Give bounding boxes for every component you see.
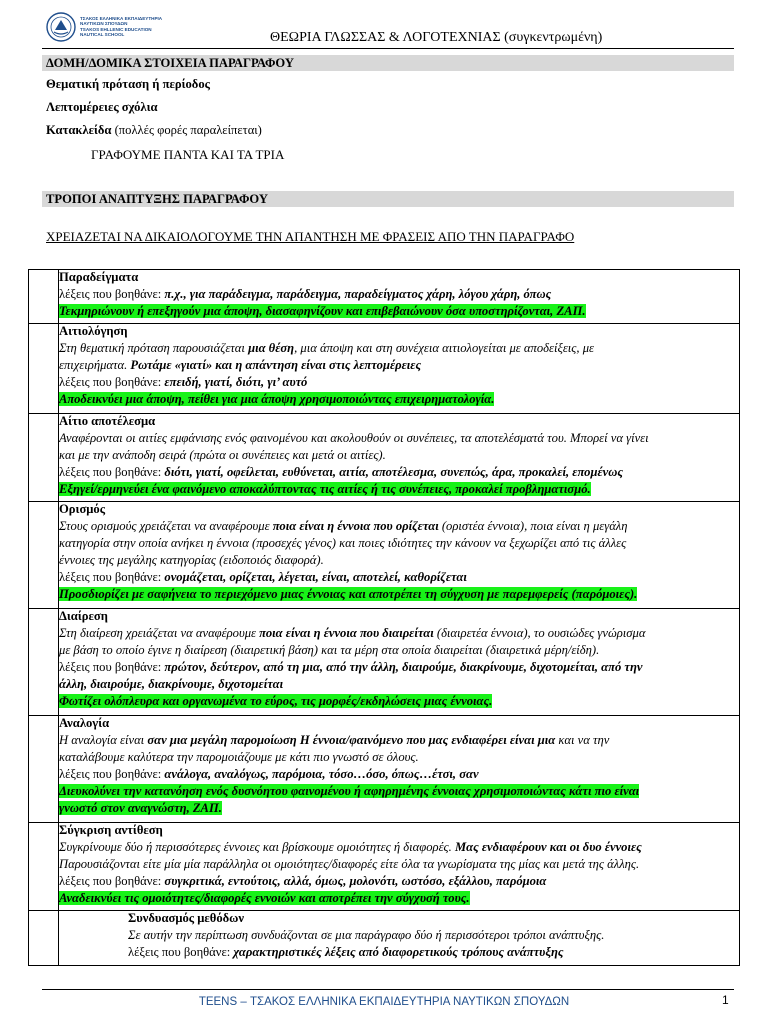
school-logo-text: ΤΣΑΚΟΣ ΕΛΛΗΝΙΚΑ ΕΚΠΑΙΔΕΥΤΗΡΙΑ ΝΑΥΤΙΚΩΝ ΣΠΟΥΔΩΝ TSAKOS EHLLENIC EDUCATION NAUTICAL SCHOOL	[80, 16, 163, 38]
method-summary: Φωτίζει ολόπλευρα και οργανωμένα το εύρος, τις μορφές/εκδηλώσεις μιας έννοιας.	[59, 694, 493, 708]
method-definition	[59, 501, 733, 603]
structure-item-topic-sentence: Θεματική πρόταση ή περίοδος	[46, 77, 210, 91]
method-description: επιχειρήματα. Ρωτάμε «γιατί» και η απάντηση είναι στις λεπτομέρειες	[59, 358, 422, 372]
helper-words: λέξεις που βοηθάνε: ονομάζεται, ορίζεται, λέγεται, είναι, αποτελεί, καθορίζεται	[59, 570, 467, 584]
footer-divider	[42, 989, 734, 990]
methods-table	[28, 269, 740, 966]
page-title: ΘΕΩΡΙΑ ΓΛΩΣΣΑΣ & ΛΟΓΟΤΕΧΝΙΑΣ (συγκεντρωμένη)	[270, 30, 603, 45]
method-summary: Αποδεικνύει μια άποψη, πείθει για μια άποψη χρησιμοποιώντας επιχειρηματολογία.	[59, 392, 495, 406]
method-title: Ορισμός	[59, 502, 106, 516]
method-title: Αναλογία	[59, 716, 110, 730]
method-combination	[128, 910, 728, 961]
method-description: Αναφέρονται οι αιτίες εμφάνισης ενός φαινομένου και ακολουθούν οι συνέπειες, τα αποτελέσματά του. Μπορεί να γίνει	[59, 431, 649, 445]
helper-words: λέξεις που βοηθάνε: ανάλογα, αναλόγως, παρόμοια, τόσο…όσο, όπως…έτσι, σαν	[59, 767, 479, 781]
method-analogy	[59, 715, 733, 817]
structure-emphasis: ΓΡΑΦΟΥΜΕ ΠΑΝΤΑ ΚΑΙ ΤΑ ΤΡΙΑ	[91, 147, 285, 162]
method-summary: Προσδιορίζει με σαφήνεια το περιεχόμενο μιας έννοιας και αποτρέπει τη σύγχυση με παρεμφερείς (παρόμοιες).	[59, 587, 638, 601]
table-border-left	[28, 269, 29, 966]
method-summary: Αναδεικνύει τις ομοιότητες/διαφορές εννοιών και αποτρέπει την σύγχυσή τους.	[59, 891, 470, 905]
method-description: κατηγορία στην οποία ανήκει η έννοια (προσεχές γένος) και ποιες ιδιότητες την κάνουν να ξεχωρίζει από τις άλλες	[59, 536, 627, 550]
method-description: Παρουσιάζονται είτε μία μία παράλληλα οι ομοιότητες/διαφορές είτε όλα τα γνωρίσματα της μίας και μετά της άλλης.	[59, 857, 640, 871]
page-number: 1	[722, 993, 729, 1007]
method-description: και με την ανάποδη σειρά (πρώτα οι συνέπειες και μετά οι αιτίες).	[59, 448, 386, 462]
method-summary: Τεκμηριώνουν ή επεξηγούν μια άποψη, διασαφηνίζουν και επιβεβαιώνουν όσα υποστηρίζονται, ΖΑΠ.	[59, 304, 586, 318]
helper-words: λέξεις που βοηθάνε: επειδή, γιατί, διότι, γι’ αυτό	[59, 375, 308, 389]
method-title: Αιτιολόγηση	[59, 324, 128, 338]
development-note: ΧΡΕΙΑΖΕΤΑΙ ΝΑ ΔΙΚΑΙΟΛΟΓΟΥΜΕ ΤΗΝ ΑΠΑΝΤΗΣΗ ΜΕ ΦΡΑΣΕΙΣ ΑΠΟ ΤΗΝ ΠΑΡΑΓΡΑΦΟ	[46, 229, 575, 244]
helper-words: λέξεις που βοηθάνε: χαρακτηριστικές λέξεις από διαφορετικούς τρόπους ανάπτυξης	[128, 945, 564, 959]
method-title: Σύγκριση αντίθεση	[59, 823, 163, 837]
development-heading: ΤΡΟΠΟΙ ΑΝΑΠΤΥΞΗΣ ΠΑΡΑΓΡΑΦΟΥ	[42, 191, 734, 207]
structure-item-conclusion: Κατακλείδα (πολλές φορές παραλείπεται)	[46, 123, 262, 137]
method-description: Στη διαίρεση χρειάζεται να αναφέρουμε ποια είναι η έννοια που διαιρείται (διαιρετέα έννοια), το ουσιώδες γνώρισμα	[59, 626, 646, 640]
method-reasoning	[59, 323, 733, 408]
header-divider	[42, 48, 734, 49]
helper-words: λέξεις που βοηθάνε: πρώτον, δεύτερον, από τη μια, από την άλλη, διαιρούμε, διακρίνουμε, διχοτομείται, από την	[59, 660, 643, 674]
method-summary: Εξηγεί/ερμηνεύει ένα φαινόμενο αποκαλύπτοντας τις αιτίες ή τις συνέπειες, προκαλεί προβληματισμό.	[59, 482, 591, 496]
structure-item-details: Λεπτομέρειες σχόλια	[46, 100, 158, 114]
helper-words: λέξεις που βοηθάνε: π.χ., για παράδειγμα, παράδειγμα, παραδείγματος χάρη, λόγου χάρη, όπως	[59, 287, 552, 301]
method-title: Διαίρεση	[59, 609, 108, 623]
helper-words: λέξεις που βοηθάνε: συγκριτικά, εντούτοις, αλλά, όμως, μολονότι, ωστόσο, εξάλλου, παρόμοια	[59, 874, 547, 888]
method-description: με βάση το οποίο έγινε η διαίρεση (διαιρετική βάση) και τα μέρη στα οποία διαιρείται (διαιρετικά μέρη/είδη).	[59, 643, 600, 657]
method-cause-effect	[59, 413, 733, 498]
method-description: Στη θεματική πρόταση παρουσιάζεται μια θέση, μια άποψη και στη συνέχεια αιτιολογείται με αποδείξεις, με	[59, 341, 594, 355]
helper-words: άλλη, διαιρούμε, διακρίνουμε, διχοτομείται	[59, 677, 284, 691]
table-rule	[28, 965, 740, 966]
method-description: Σε αυτήν την περίπτωση συνδυάζονται σε μια παράγραφο δύο ή περισσότεροι τρόποι ανάπτυξης.	[128, 928, 605, 942]
table-border-right	[739, 269, 740, 966]
structure-heading: ΔΟΜΗ/ΔΟΜΙΚΑ ΣΤΟΙΧΕΙΑ ΠΑΡΑΓΡΑΦΟΥ	[42, 55, 734, 71]
method-title: Παραδείγματα	[59, 270, 139, 284]
footer-text: TEENS – ΤΣΑΚΟΣ ΕΛΛΗΝΙΚΑ ΕΚΠΑΙΔΕΥΤΗΡΙΑ ΝΑΥΤΙΚΩΝ ΣΠΟΥΔΩΝ	[198, 996, 570, 1008]
method-description: Στους ορισμούς χρειάζεται να αναφέρουμε ποια είναι η έννοια που ορίζεται (οριστέα έννοια), ποια είναι η μεγάλη	[59, 519, 628, 533]
helper-words: λέξεις που βοηθάνε: διότι, γιατί, οφείλεται, ευθύνεται, αιτία, αποτέλεσμα, συνεπώς, άρα, προκαλεί, επομένως	[59, 465, 623, 479]
method-description: έννοιες της μεγάλης κατηγορίας (ειδοποιός διαφορά).	[59, 553, 324, 567]
method-summary: γνωστό στον αναγνώστη, ΖΑΠ.	[59, 801, 222, 815]
method-description: Η αναλογία είναι σαν μια μεγάλη παρομοίωση Η έννοια/φαινόμενο που μας ενδιαφέρει είναι μια και να την	[59, 733, 610, 747]
method-description: Συγκρίνουμε δύο ή περισσότερες έννοιες και βρίσκουμε ομοιότητες ή διαφορές. Μας ενδιαφέρουν και οι δυο έννοιες	[59, 840, 642, 854]
method-title: Συνδυασμός μεθόδων	[128, 911, 245, 925]
method-examples	[59, 269, 733, 320]
method-description: καταλάβουμε καλύτερα την παρομοιάζουμε με κάτι πιο γνωστό σε όλους.	[59, 750, 419, 764]
school-emblem-icon	[46, 12, 76, 42]
method-comparison	[59, 822, 733, 907]
method-division	[59, 608, 733, 710]
method-summary: Διευκολύνει την κατανόηση ενός δυσνόητου φαινομένου ή αφηρημένης έννοιας χρησιμοποιώντας κάτι πιο είναι	[59, 784, 640, 798]
school-logo	[46, 12, 174, 44]
method-title: Αίτιο αποτέλεσμα	[59, 414, 156, 428]
